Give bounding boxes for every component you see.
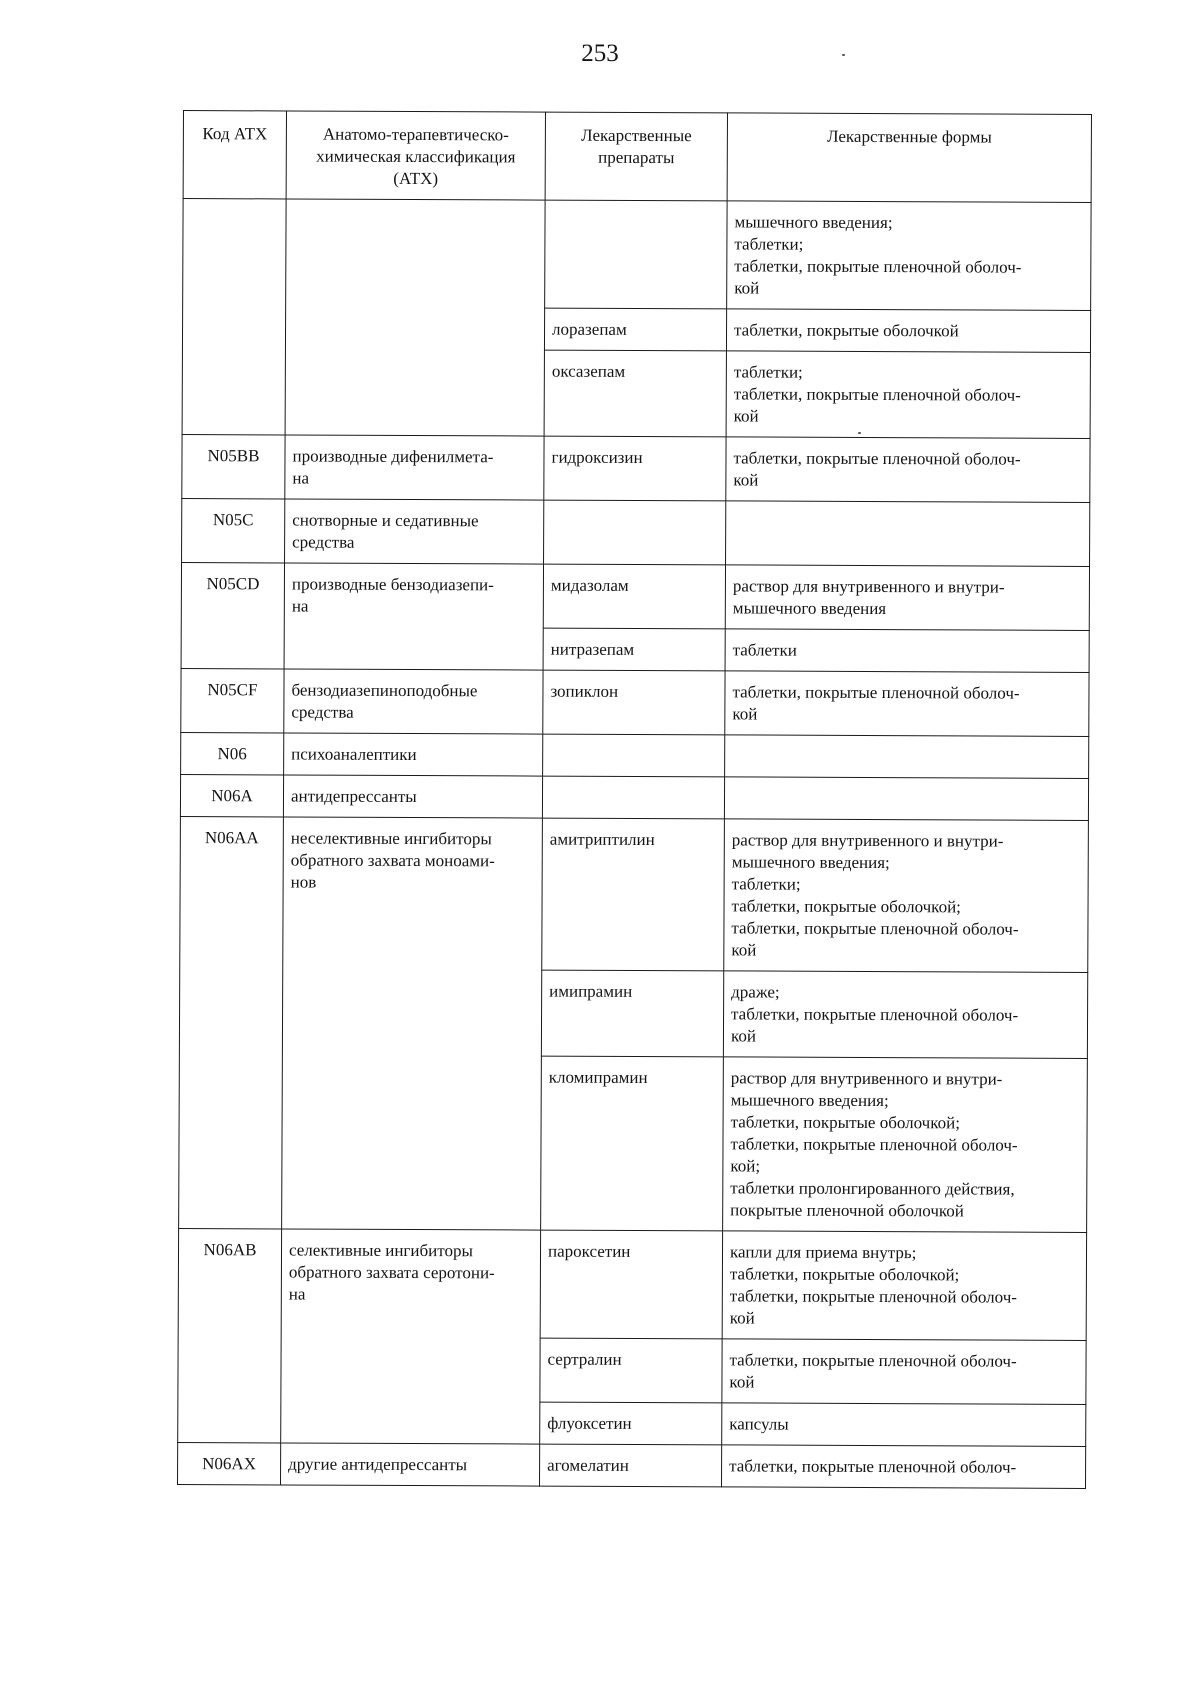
table-row bbox=[180, 816, 1089, 972]
code-cell: N05BB bbox=[182, 434, 285, 498]
code-cell bbox=[182, 199, 286, 435]
classification-cell: другие антидепрессанты bbox=[281, 1443, 540, 1486]
forms-cell: таблетки; таблетки, покрытые пленочной оболоч- кой bbox=[726, 351, 1090, 439]
code-cell: N05CD bbox=[181, 562, 284, 668]
table-row bbox=[180, 774, 1088, 820]
table-row bbox=[181, 732, 1089, 778]
classification-cell: производные бензодиазепи- на bbox=[284, 563, 543, 670]
drug-cell: нитразепам bbox=[543, 628, 725, 671]
code-cell: N06A bbox=[180, 774, 283, 816]
drug-cell: зопиклон bbox=[543, 670, 725, 735]
classification-cell: снотворные и седативные средства bbox=[285, 499, 544, 564]
forms-cell bbox=[724, 777, 1088, 821]
classification-cell: психоаналептики bbox=[284, 733, 543, 776]
forms-cell: драже; таблетки, покрытые пленочной оболоч- кой bbox=[723, 971, 1087, 1059]
table-row bbox=[182, 498, 1090, 566]
forms-cell: таблетки, покрытые пленочной оболоч- кой bbox=[722, 1339, 1086, 1405]
classification-cell: неселективные ингибиторы обратного захвата моноами- нов bbox=[282, 817, 543, 1230]
drug-cell: мидазолам bbox=[543, 564, 725, 629]
drug-cell bbox=[543, 734, 725, 777]
header-forms: Лекарственные формы bbox=[727, 113, 1091, 203]
table-row bbox=[183, 199, 1091, 311]
drug-cell: оксазепам bbox=[544, 350, 726, 437]
drug-cell: кломипрамин bbox=[541, 1056, 724, 1231]
forms-cell: капли для приема внутрь; таблетки, покрытые оболочкой; таблетки, покрытые пленочной оболоч- кой bbox=[722, 1231, 1086, 1341]
code-cell: N06AX bbox=[178, 1442, 281, 1484]
forms-cell: таблетки bbox=[725, 629, 1089, 673]
drug-cell: гидроксизин bbox=[544, 436, 726, 501]
code-cell: N06 bbox=[181, 732, 284, 774]
drug-cell: амитриптилин bbox=[542, 818, 725, 971]
forms-cell: таблетки, покрытые оболочкой bbox=[726, 309, 1090, 353]
forms-cell: таблетки, покрытые пленочной оболоч- кой bbox=[726, 437, 1090, 503]
forms-cell: таблетки, покрытые пленочной оболоч- bbox=[721, 1445, 1085, 1489]
forms-cell: таблетки, покрытые пленочной оболоч- кой bbox=[725, 671, 1089, 737]
code-cell: N06AB bbox=[178, 1228, 282, 1442]
drug-cell bbox=[542, 776, 724, 819]
classification-cell bbox=[285, 199, 545, 436]
table-row bbox=[181, 562, 1089, 630]
header-drugs: Лекарственные препараты bbox=[545, 112, 727, 201]
drug-cell bbox=[544, 500, 726, 565]
table-row bbox=[181, 668, 1089, 736]
forms-cell: раствор для внутривенного и внутри- мышечного введения; таблетки, покрытые оболочкой; таблетки, покрытые пленочной оболоч- кой; таблетки пролонгированного действия, покрытые пленочной оболочкой bbox=[723, 1057, 1088, 1233]
forms-cell: мышечного введения; таблетки; таблетки, покрытые пленочной оболоч- кой bbox=[727, 201, 1091, 311]
forms-cell: раствор для внутривенного и внутри- мышечного введения; таблетки; таблетки, покрытые оболочкой; таблетки, покрытые пленочной оболоч- кой bbox=[724, 819, 1089, 973]
scan-speck bbox=[842, 54, 845, 56]
drug-cell: флуоксетин bbox=[540, 1402, 722, 1445]
header-classification: Анатомо-терапевтическо- химическая классификация (АТХ) bbox=[286, 111, 545, 200]
table-row bbox=[182, 434, 1090, 502]
classification-cell: бензодиазепиноподобные средства bbox=[284, 669, 543, 734]
code-cell: N06AA bbox=[179, 816, 284, 1228]
table-row bbox=[178, 1442, 1086, 1488]
drug-cell bbox=[545, 200, 727, 309]
code-cell: N05C bbox=[182, 498, 285, 562]
drug-cell: агомелатин bbox=[539, 1444, 721, 1487]
header-code: Код АТХ bbox=[183, 111, 286, 199]
classification-cell: селективные ингибиторы обратного захвата серотони- на bbox=[281, 1229, 541, 1444]
drug-cell: имипрамин bbox=[541, 970, 723, 1057]
classification-cell: производные дифенилмета- на bbox=[285, 435, 544, 500]
drug-cell: сертралин bbox=[540, 1338, 722, 1403]
forms-cell bbox=[726, 501, 1090, 567]
drug-cell: лоразепам bbox=[544, 308, 726, 351]
classification-cell: антидепрессанты bbox=[283, 775, 542, 818]
drug-cell: пароксетин bbox=[540, 1230, 722, 1339]
page-number: 253 bbox=[581, 40, 619, 67]
forms-cell: раствор для внутривенного и внутри- мышечного введения bbox=[725, 565, 1089, 631]
table-row bbox=[178, 1228, 1086, 1340]
forms-cell bbox=[725, 735, 1089, 779]
atc-drug-table bbox=[177, 110, 1092, 1489]
forms-cell: капсулы bbox=[722, 1403, 1086, 1447]
code-cell: N05CF bbox=[181, 668, 284, 732]
table-header-row bbox=[183, 111, 1091, 203]
